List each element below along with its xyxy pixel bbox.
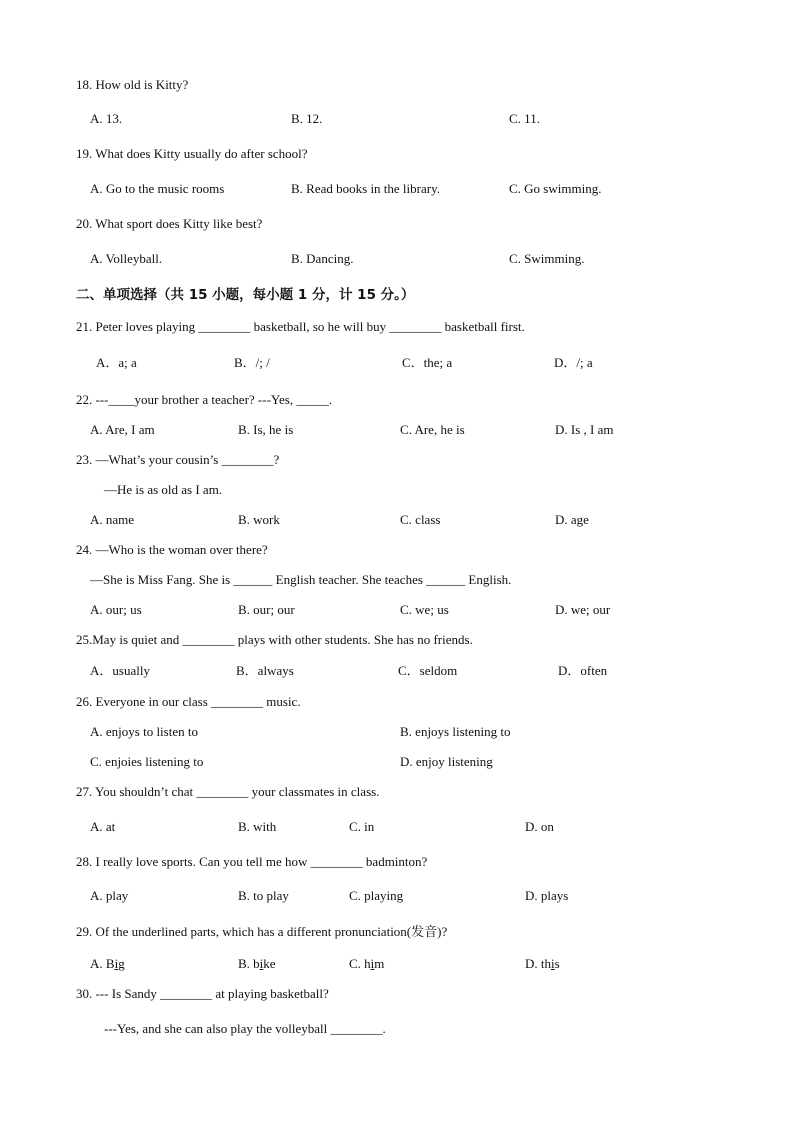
underlined-letter: i [114,956,119,971]
question-28-option-a: A. play [90,888,129,903]
question-20-option-a: A. Volleyball. [90,251,163,266]
question-28-option-b: B. to play [238,888,289,903]
question-21-option-b: B．/; / [234,355,270,370]
question-21-option-c: C．the; a [402,355,453,370]
question-21-option-d: D．/; a [554,355,593,370]
question-20-option-b: B. Dancing. [291,251,354,266]
question-29-option-a: A. Big [90,956,125,971]
question-23-option-d: D. age [555,512,589,527]
section-2-heading: 二、单项选择（共 15 小题，每小题 1 分，计 15 分。） [76,287,415,303]
question-25-stem: 25.May is quiet and ________ plays with other students. She has no friends. [76,632,473,647]
question-20-option-c: C. Swimming. [509,251,585,266]
underlined-letter: i [551,956,555,971]
question-18-option-b: B. 12. [291,111,323,126]
question-27-option-c: C. in [349,819,375,834]
question-29-option-b: B. bike [238,956,276,971]
question-24-option-c: C. we; us [400,602,449,617]
question-22-option-b: B. Is, he is [238,422,294,437]
question-23-stem: 23. —What’s your cousin’s ________? [76,452,280,467]
question-24-stem: 24. —Who is the woman over there? [76,542,268,557]
question-26-stem: 26. Everyone in our class ________ music. [76,694,301,709]
question-28-option-d: D. plays [525,888,569,903]
question-26-option-c: C. enjoies listening to [90,754,204,769]
question-18-option-a: A. 13. [90,111,123,126]
question-26-option-a: A. enjoys to listen to [90,724,198,739]
underlined-letter: i [370,956,375,971]
question-22-option-d: D. Is , I am [555,422,614,437]
question-24-response: —She is Miss Fang. She is ______ English teacher. She teaches ______ English. [90,572,512,587]
question-18-stem: 18. How old is Kitty? [76,77,189,92]
question-21-option-a: A．a; a [96,355,137,370]
question-20-stem: 20. What sport does Kitty like best? [76,216,263,231]
question-19-option-b: B. Read books in the library. [291,181,440,196]
question-27-stem: 27. You shouldn’t chat ________ your classmates in class. [76,784,380,799]
question-28-stem: 28. I really love sports. Can you tell me how ________ badminton? [76,854,428,869]
question-24-option-b: B. our; our [238,602,295,617]
question-29-stem: 29. Of the underlined parts, which has a different pronunciation(发音)? [76,924,448,939]
question-22-option-c: C. Are, he is [400,422,465,437]
question-29-option-c: C. him [349,956,385,971]
question-25-option-a: A．usually [90,663,150,678]
question-27-option-d: D. on [525,819,554,834]
question-25-option-b: B．always [236,663,294,678]
question-23-response: —He is as old as I am. [104,482,223,497]
question-19-option-c: C. Go swimming. [509,181,602,196]
question-30-stem: 30. --- Is Sandy ________ at playing basketball? [76,986,329,1001]
question-25-option-c: C．seldom [398,663,458,678]
question-19-stem: 19. What does Kitty usually do after school? [76,146,308,161]
question-19-option-a: A. Go to the music rooms [90,181,225,196]
question-25-option-d: D．often [558,663,608,678]
question-27-option-a: A. at [90,819,116,834]
question-23-option-a: A. name [90,512,135,527]
question-26-option-b: B. enjoys listening to [400,724,511,739]
question-26-option-d: D. enjoy listening [400,754,493,769]
question-28-option-c: C. playing [349,888,404,903]
question-24-option-d: D. we; our [555,602,611,617]
question-29-option-d: D. this [525,956,560,971]
question-27-option-b: B. with [238,819,277,834]
question-18-option-c: C. 11. [509,111,540,126]
question-21-stem: 21. Peter loves playing ________ basketball, so he will buy ________ basketball first. [76,319,525,334]
question-23-option-b: B. work [238,512,280,527]
question-22-stem: 22. ---____your brother a teacher? ---Yes, _____. [76,392,333,407]
question-30-response: ---Yes, and she can also play the volleyball ________. [104,1021,386,1036]
underlined-letter: i [259,956,264,971]
question-22-option-a: A. Are, I am [90,422,155,437]
question-23-option-c: C. class [400,512,441,527]
question-24-option-a: A. our; us [90,602,142,617]
